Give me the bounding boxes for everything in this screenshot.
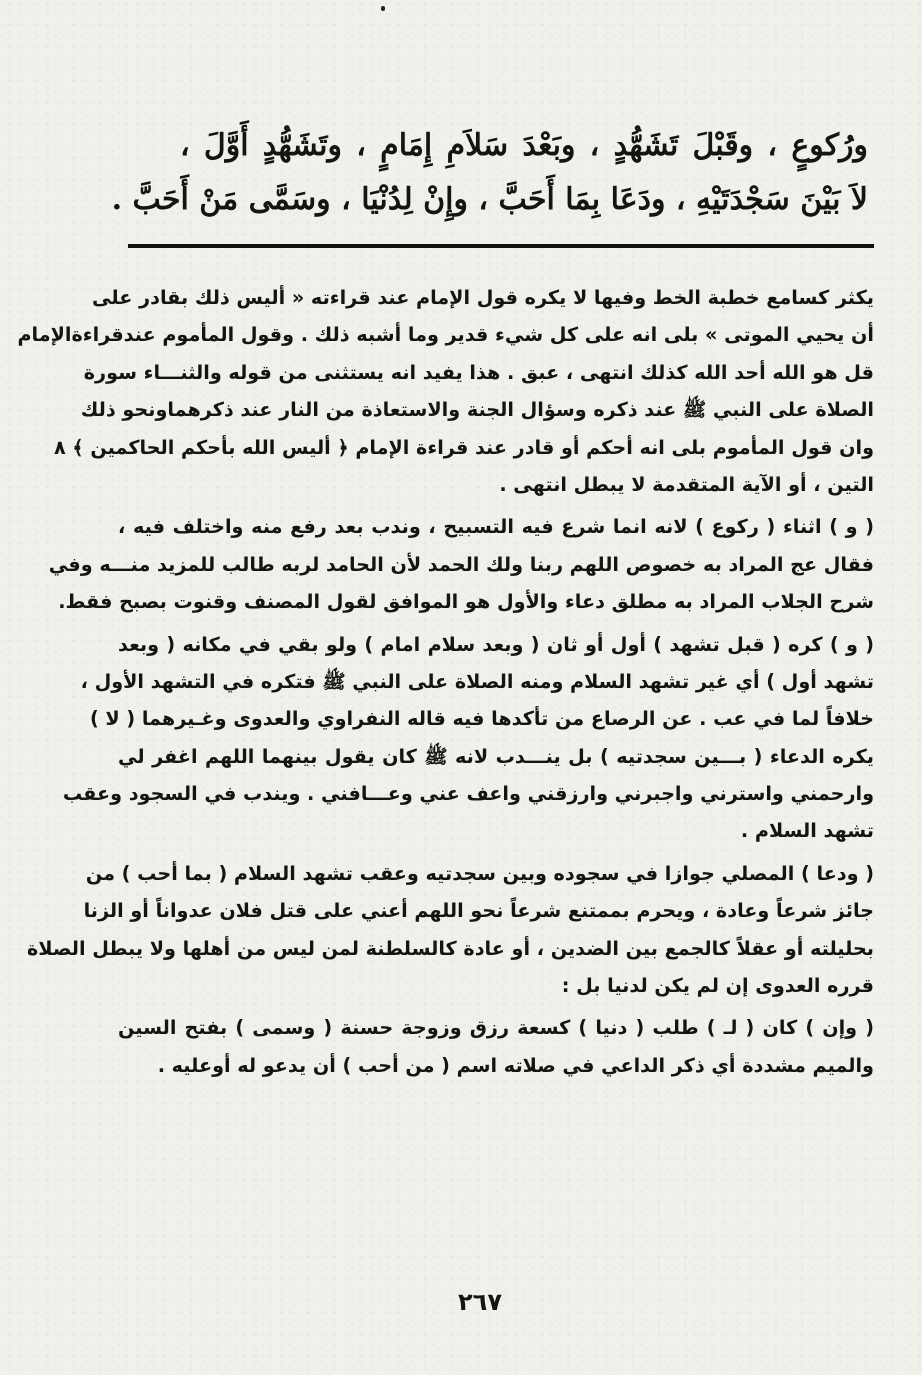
ink-dot <box>381 6 385 11</box>
commentary-paragraph-3 <box>62 626 874 850</box>
commentary-paragraph-5 <box>118 1009 874 1084</box>
commentary-line: قل هو الله أحد الله كذلك انتهى ، عبق . هذا يفيد انه يستثنى من قوله والثنـــاء سورة <box>83 360 874 384</box>
main-text-line-1: ورُكوعٍ ، وقَبْلَ تَشَهُّدٍ ، وبَعْدَ سَلاَمِ إِمَامٍ ، وتَشَهُّدٍ أَوَّلَ ، <box>180 128 868 163</box>
commentary-line: قرره العدوى إن لم يكن لدنيا بل : <box>561 974 874 998</box>
commentary-line: التين ، أو الآية المتقدمة لا يبطل انتهى . <box>499 472 874 496</box>
commentary-line: وارحمني واسترني واجبرني وارزقني واعف عني وعـــافني . ويندب في السجود وعقب <box>62 782 874 806</box>
commentary-line: تشهد أول ) أي غير تشهد السلام ومنه الصلاة على النبي ﷺ فتكره في التشهد الأول ، <box>80 669 874 693</box>
commentary-line: الصلاة على النبي ﷺ عند ذكره وسؤال الجنة والاستعاذة من النار عند ذكرهماونحو ذلك <box>80 398 874 422</box>
commentary-line: جائز شرعاً وعادة ، ويحرم بممتنع شرعاً نحو اللهم أعني على قتل فلان عدواناً أو الزنا <box>83 899 874 923</box>
commentary-line: والميم مشددة أي ذكر الداعي في صلاته اسم ( من أحب ) أن يدعو له أوعليه . <box>157 1053 874 1077</box>
commentary-line: ( و ) كره ( قبل تشهد ) أول أو ثان ( وبعد سلام امام ) ولو بقي في مكانه ( وبعد <box>118 632 874 656</box>
commentary-paragraph-2 <box>48 508 874 620</box>
page-number: ٢٦٧ <box>458 1288 502 1316</box>
commentary-line: تشهد السلام . <box>740 819 874 843</box>
commentary-paragraph-4 <box>26 855 874 1005</box>
main-text-line-2: لاَ بَيْنَ سَجْدَتَيْهِ ، ودَعَا بِمَا أَحَبَّ ، وإِنْ لِدُنْيَا ، وسَمَّى مَنْ أَحَبَّ . <box>111 182 868 217</box>
commentary-line: بحليلته أو عقلاً كالجمع بين الضدين ، أو عادة كالسلطنة لمن ليس من أهلها ولا يبطل الصلاة <box>26 936 874 960</box>
commentary-line: شرح الجلاب المراد به مطلق دعاء والأول هو الموافق لقول المصنف وقنوت بصبح فقط. <box>58 590 874 614</box>
commentary-line: ( ودعا ) المصلي جوازا في سجوده وبين سجدتيه وعقب تشهد السلام ( بما أحب ) من <box>85 861 874 885</box>
commentary-line: أن يحيي الموتى » بلى انه على كل شيء قدير وما أشبه ذلك . وقول المأموم عندقراءةالإمام <box>17 323 874 347</box>
commentary-paragraph-1 <box>17 279 874 503</box>
commentary-line: ( وإن ) كان ( لـ ) طلب ( دنيا ) كسعة رزق وزوجة حسنة ( وسمى ) بفتح السين <box>118 1016 874 1040</box>
commentary-block <box>17 279 874 1089</box>
commentary-line: خلافاً لما في عب . عن الرصاع من تأكدها فيه قاله النفراوي والعدوى وغـيرهما ( لا ) <box>89 707 874 731</box>
commentary-line: فقال عج المراد به خصوص اللهم ربنا ولك الحمد لأن الحامد لربه طالب للمزيد منـــه وفي <box>48 552 874 576</box>
commentary-line: يكره الدعاء ( بـــين سجدتيه ) بل ينـــدب لانه ﷺ كان يقول بينهما اللهم اغفر لي <box>118 744 874 768</box>
commentary-line: يكثر كسامع خطبة الخط وفيها لا يكره قول الإمام عند قراءته « أليس ذلك بقادر على <box>92 286 874 309</box>
commentary-line: ( و ) اثناء ( ركوع ) لانه انما شرع فيه التسبيح ، وندب بعد رفع منه واختلف فيه ، <box>118 515 874 539</box>
separator-rule <box>128 244 874 248</box>
commentary-line: وان قول المأموم بلى انه أحكم أو قادر عند قراءة الإمام ﴿ أليس الله بأحكم الحاكمين ﴾ ٨ <box>54 435 874 459</box>
